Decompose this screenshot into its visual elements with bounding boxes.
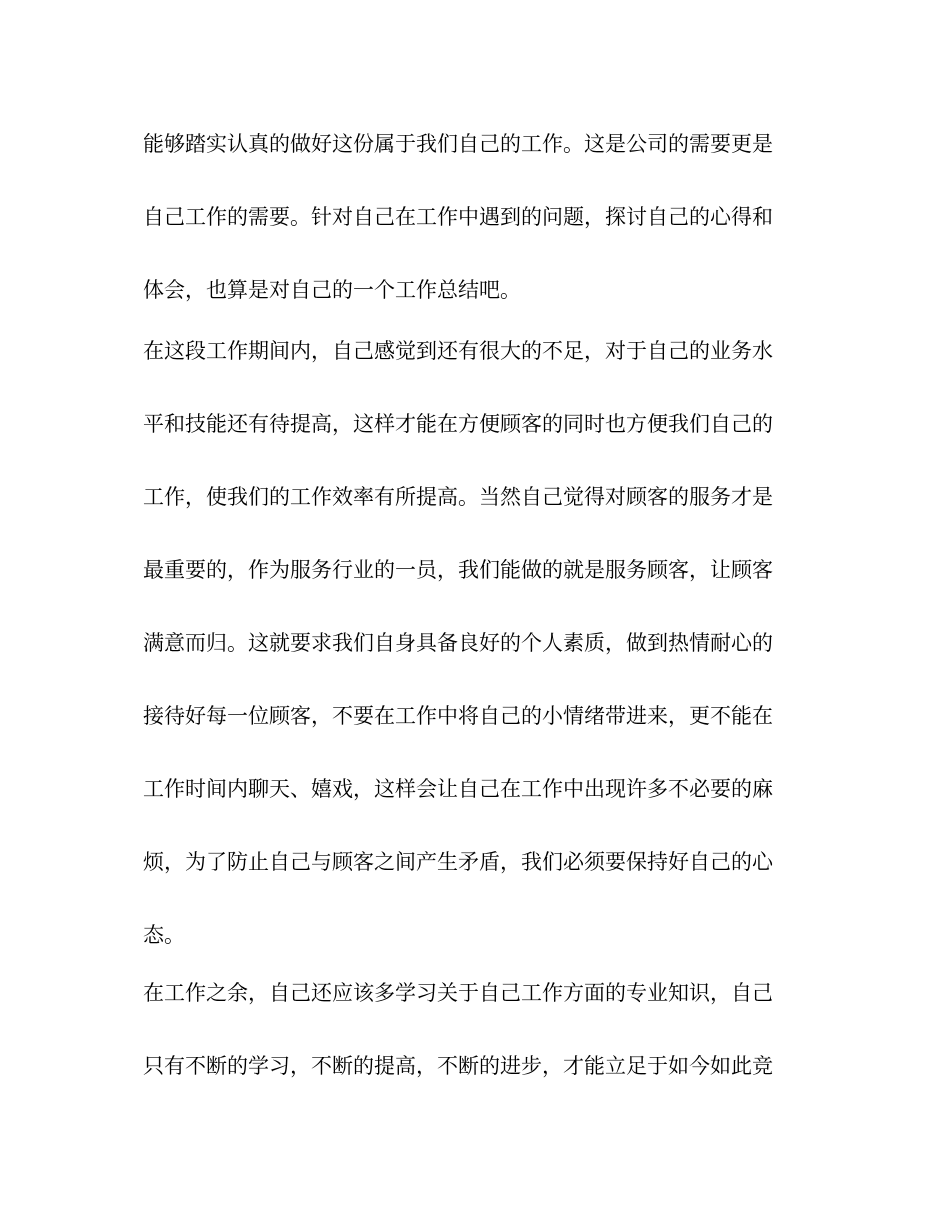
text-line: 满意而归。这就要求我们自身具备良好的个人素质，做到热情耐心的 [143, 631, 773, 655]
text-line: 工作，使我们的工作效率有所提高。当然自己觉得对顾客的服务才是 [143, 485, 773, 509]
text-line: 体会，也算是对自己的一个工作总结吧。 [143, 278, 521, 302]
text-line: 自己工作的需要。针对自己在工作中遇到的问题，探讨自己的心得和 [143, 205, 773, 229]
text-line: 工作时间内聊天、嬉戏，这样会让自己在工作中出现许多不必要的麻 [143, 777, 773, 801]
text-line: 最重要的，作为服务行业的一员，我们能做的就是服务顾客，让顾客 [143, 558, 773, 582]
text-line: 能够踏实认真的做好这份属于我们自己的工作。这是公司的需要更是 [143, 132, 773, 156]
text-line: 只有不断的学习，不断的提高，不断的进步，才能立足于如今如此竞 [143, 1054, 773, 1078]
text-line: 烦，为了防止自己与顾客之间产生矛盾，我们必须要保持好自己的心 [143, 850, 773, 874]
text-line: 在这段工作期间内，自己感觉到还有很大的不足，对于自己的业务水 [143, 339, 773, 363]
text-line: 接待好每一位顾客，不要在工作中将自己的小情绪带进来，更不能在 [143, 704, 773, 728]
text-line: 在工作之余，自己还应该多学习关于自己工作方面的专业知识，自己 [143, 981, 773, 1005]
text-line: 态。 [143, 923, 185, 947]
text-line: 平和技能还有待提高，这样才能在方便顾客的同时也方便我们自己的 [143, 412, 773, 436]
